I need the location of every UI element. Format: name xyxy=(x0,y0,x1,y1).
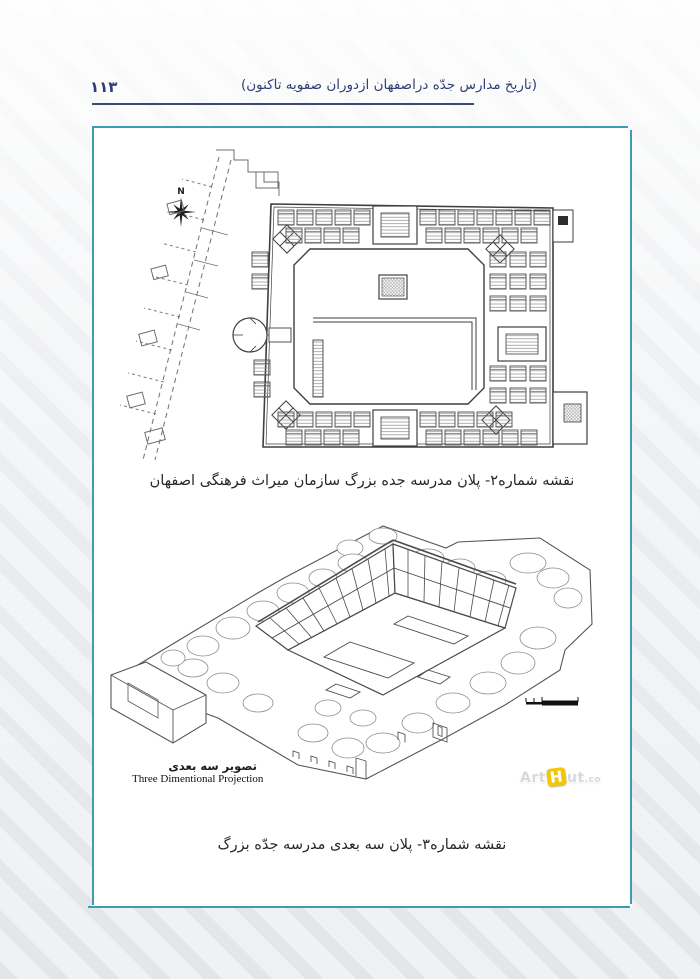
frame-border-right xyxy=(630,130,632,904)
watermark-text-ut: ut xyxy=(567,770,585,786)
page-number: ۱۱۳ xyxy=(90,78,118,96)
floor-plan-figure xyxy=(106,142,612,474)
courtyard-strip xyxy=(313,340,323,397)
projection-label-en: Three Dimentional Projection xyxy=(132,773,264,786)
header-rule xyxy=(92,103,474,105)
projection-label-fa: تصویر سه بعدی xyxy=(168,759,257,773)
projection-labels xyxy=(132,759,264,787)
figure1-caption: نقشه شماره۲- پلان مدرسه جده بزرگ سازمان میراث فرهنگی اصفهان xyxy=(149,473,575,489)
page-header-title: (تاریخ مدارس جدّه دراصفهان ازدوران صفویه تاکنون) xyxy=(240,77,537,93)
rooms-top-band xyxy=(278,206,550,244)
rooms-right-band xyxy=(490,252,546,403)
courtyard xyxy=(294,249,484,404)
compass-north-label: N xyxy=(177,187,185,197)
courtyard-pool xyxy=(379,275,407,299)
bazaar-street xyxy=(120,150,279,460)
watermark-h-tile: H xyxy=(546,767,567,787)
arthut-watermark xyxy=(520,768,601,786)
frame-border-left xyxy=(92,128,94,905)
frame-border-bottom xyxy=(88,906,630,908)
scale-bar xyxy=(526,697,578,706)
watermark-text-art: Art xyxy=(520,770,546,786)
figure2-caption: نقشه شماره۳- پلان سه بعدی مدرسه جدّه بزرگ xyxy=(217,837,507,853)
watermark-suffix: .co xyxy=(584,775,602,785)
frame-border-top xyxy=(92,126,628,128)
content-frame xyxy=(92,126,632,908)
compass-rose-icon xyxy=(166,187,196,227)
